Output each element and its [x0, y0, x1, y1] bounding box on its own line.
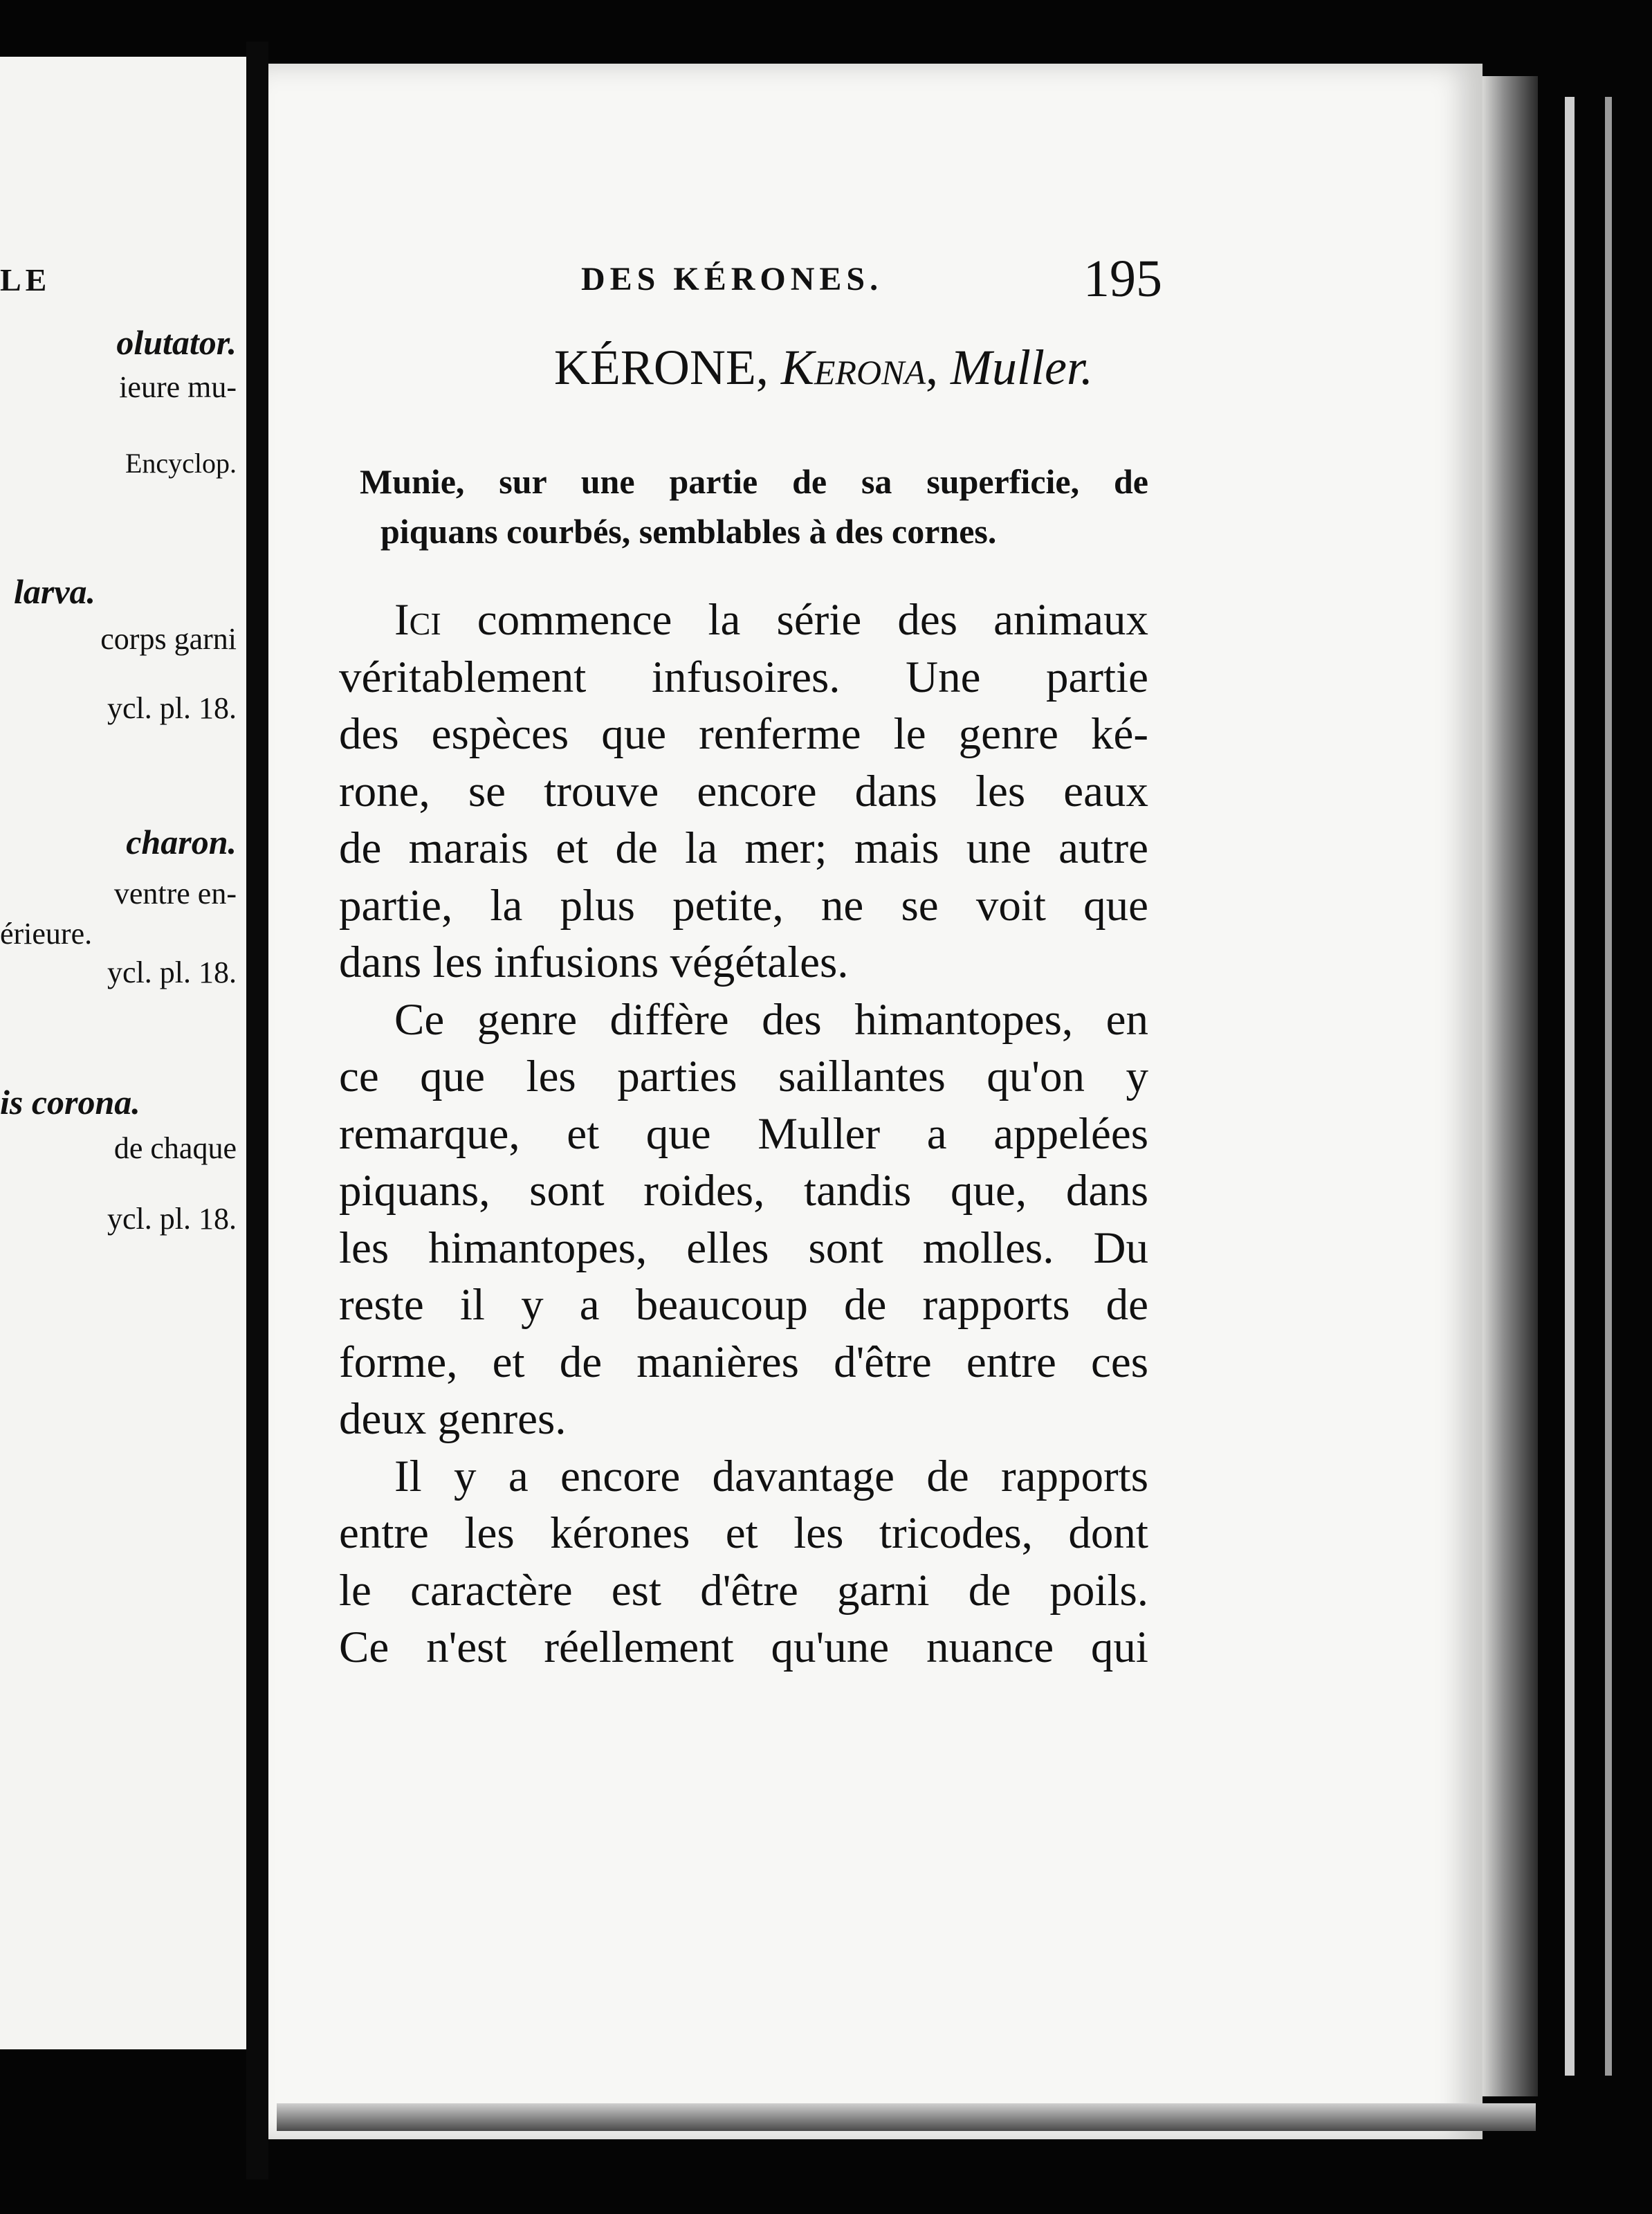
running-head: DES KÉRONES. [581, 261, 883, 298]
left-page-line: charon. [126, 823, 237, 861]
left-page-line: de chaque [113, 1131, 237, 1165]
page-edge [1483, 76, 1538, 2096]
left-page-line: Encyclop. [125, 448, 237, 479]
genus-name-french: KÉRONE [553, 340, 756, 395]
left-page-line: olutator. [116, 323, 237, 362]
body-line: entre les kérones et les tricodes, dont [339, 1508, 1148, 1558]
body-line: rone, se trouve encore dans les eaux [339, 766, 1148, 816]
page-number: 195 [1083, 250, 1162, 308]
genus-title: KÉRONE, Kerona, Muller. [553, 340, 1093, 395]
left-page-line: corps garni [100, 622, 237, 656]
body-line: dans les infusions végétales. [339, 937, 849, 987]
small-caps-word: Ici [394, 595, 441, 645]
left-page-line: LE [0, 262, 51, 298]
left-page-line: ycl. pl. 18. [107, 691, 237, 725]
book-gutter [246, 42, 268, 2179]
left-page-line: érieure. [0, 917, 93, 951]
body-line: le caractère est d'être garni de poils. [339, 1565, 1148, 1616]
left-page-line: ventre en- [113, 877, 237, 911]
body-line: Ici commence la série des animaux [394, 595, 1148, 645]
left-page-line: larva. [14, 572, 96, 611]
genus-diagnosis [360, 457, 1148, 556]
body-line: piquans, sont roides, tandis que, dans [339, 1166, 1148, 1216]
genus-name-latin: Kerona [780, 340, 926, 395]
diagnosis-line: Munie, sur une partie de sa superficie, de [360, 462, 1148, 501]
body-line: forme, et de manières d'être entre ces [339, 1337, 1148, 1387]
page-header [346, 249, 1162, 308]
body-line: les himantopes, elles sont molles. Du [339, 1223, 1148, 1273]
body-line: ce que les parties saillantes qu'on y [339, 1052, 1148, 1101]
body-text [339, 592, 1148, 1676]
left-page-line: ycl. pl. 18. [107, 955, 237, 989]
diagnosis-line: piquans courbés, semblables à des cornes. [380, 512, 997, 551]
body-line: reste il y a beaucoup de rapports de [339, 1280, 1148, 1330]
body-line: Ce genre diffère des himantopes, en [394, 994, 1148, 1045]
page-bottom-edge [277, 2103, 1536, 2131]
body-line: des espèces que renferme le genre ké- [339, 709, 1148, 759]
page-edge-stripe [1565, 97, 1575, 2076]
previous-page [0, 57, 246, 2049]
body-line: véritablement infusoires. Une partie [339, 652, 1148, 702]
body-line: de marais et de la mer; mais une autre [339, 823, 1148, 873]
page-edge-stripe [1605, 97, 1612, 2076]
left-page-line: ieure mu- [119, 370, 237, 404]
body-line: Ce n'est réellement qu'une nuance qui [339, 1622, 1148, 1672]
body-line: deux genres. [339, 1394, 567, 1444]
genus-author: Muller. [951, 340, 1093, 395]
body-line: Il y a encore davantage de rapports [394, 1451, 1148, 1501]
left-page-line: ycl. pl. 18. [107, 1202, 237, 1236]
body-line: remarque, et que Muller a appelées [339, 1108, 1148, 1159]
body-line: partie, la plus petite, ne se voit que [339, 880, 1148, 931]
left-page-line: is corona. [0, 1083, 140, 1122]
